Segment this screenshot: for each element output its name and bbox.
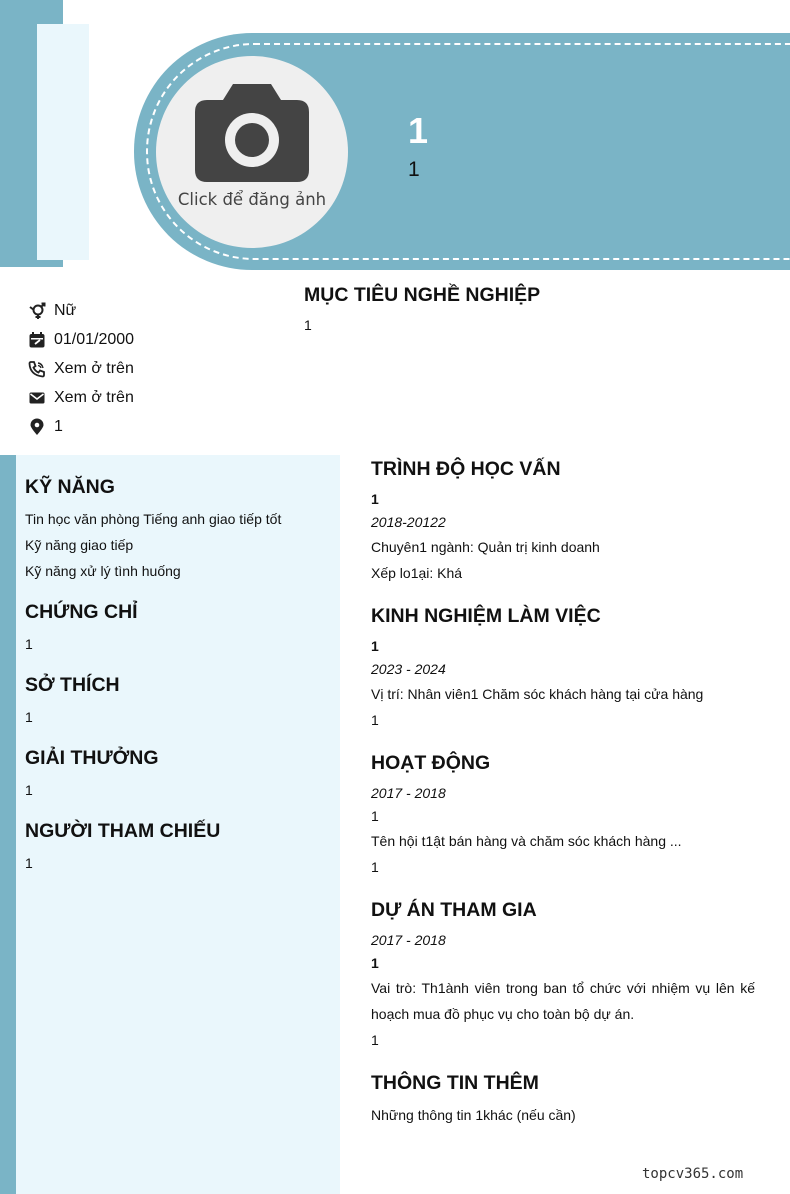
objective-heading: MỤC TIÊU NGHỀ NGHIỆP — [304, 284, 541, 306]
additional-text[interactable]: Những thông tin 1khác (nếu cần) — [371, 1107, 576, 1123]
contact-phone[interactable] — [28, 358, 134, 380]
hobbies-text[interactable]: 1 — [25, 709, 33, 725]
email-icon — [28, 389, 46, 407]
experience-desc[interactable]: 1 — [371, 712, 379, 728]
education-period[interactable]: 2018-20122 — [371, 514, 446, 530]
awards-heading: GIẢI THƯỞNG — [25, 747, 159, 769]
experience-period[interactable]: 2023 - 2024 — [371, 661, 446, 677]
activities-period[interactable]: 2017 - 2018 — [371, 785, 446, 801]
experience-heading: KINH NGHIỆM LÀM VIỆC — [371, 605, 601, 627]
contact-gender-value: Nữ — [54, 302, 77, 319]
avatar-upload-label[interactable]: Click để đăng ảnh — [177, 190, 327, 209]
projects-heading: DỰ ÁN THAM GIA — [371, 899, 537, 921]
experience-role[interactable]: Vị trí: Nhân viên1 Chăm sóc khách hàng tại cửa hàng — [371, 686, 704, 702]
camera-icon[interactable] — [195, 84, 309, 182]
activities-desc[interactable]: Tên hội t1ật bán hàng và chăm sóc khách hàng ... — [371, 833, 682, 849]
projects-desc[interactable]: Vai trò: Th1ành viên trong ban tổ chức với nhiệm vụ lên kế hoạch mua đồ phục vụ cho toàn bộ dự án. — [371, 980, 755, 1022]
experience-company[interactable]: 1 — [371, 638, 379, 654]
candidate-name[interactable]: 1 — [408, 110, 429, 151]
awards-text[interactable]: 1 — [25, 782, 33, 798]
contact-birthday-value: 01/01/2000 — [54, 331, 135, 348]
activities-heading: HOẠT ĐỘNG — [371, 752, 491, 774]
skill-item[interactable]: Kỹ năng xử lý tình huống — [25, 563, 181, 579]
contact-email[interactable] — [28, 387, 134, 409]
education-major[interactable]: Chuyên1 ngành: Quản trị kinh doanh — [371, 539, 600, 555]
phone-icon — [28, 360, 46, 378]
candidate-position[interactable]: 1 — [408, 158, 420, 181]
contact-birthday[interactable] — [28, 329, 134, 351]
education-rank[interactable]: Xếp lo1ại: Khá — [371, 565, 463, 581]
skills-heading: KỸ NĂNG — [25, 476, 115, 498]
activities-org[interactable]: 1 — [371, 808, 379, 824]
contact-phone-value: Xem ở trên — [54, 360, 134, 377]
contact-address[interactable] — [28, 416, 63, 438]
skill-item[interactable]: Kỹ năng giao tiếp — [25, 537, 134, 553]
projects-extra[interactable]: 1 — [371, 1032, 379, 1048]
watermark: topcv365.com — [642, 1166, 744, 1182]
certificates-heading: CHỨNG CHỈ — [25, 601, 138, 623]
calendar-icon — [28, 331, 46, 349]
location-icon — [28, 418, 46, 436]
references-heading: NGƯỜI THAM CHIẾU — [25, 820, 221, 842]
skill-item[interactable]: Tin học văn phòng Tiếng anh giao tiếp tốt — [25, 511, 282, 527]
projects-period[interactable]: 2017 - 2018 — [371, 932, 446, 948]
contact-address-value: 1 — [54, 418, 63, 435]
header-left-panel — [37, 24, 89, 260]
hobbies-heading: SỞ THÍCH — [25, 674, 120, 696]
projects-name[interactable]: 1 — [371, 955, 379, 971]
gender-icon — [28, 302, 46, 320]
contact-gender[interactable] — [28, 300, 76, 322]
activities-extra[interactable]: 1 — [371, 859, 379, 875]
sidebar-strip — [0, 455, 16, 1194]
education-heading: TRÌNH ĐỘ HỌC VẤN — [371, 458, 561, 480]
additional-heading: THÔNG TIN THÊM — [371, 1072, 539, 1094]
references-text[interactable]: 1 — [25, 855, 33, 871]
contact-email-value: Xem ở trên — [54, 389, 134, 406]
education-school[interactable]: 1 — [371, 491, 379, 507]
objective-text[interactable]: 1 — [304, 317, 312, 333]
certificates-text[interactable]: 1 — [25, 636, 33, 652]
